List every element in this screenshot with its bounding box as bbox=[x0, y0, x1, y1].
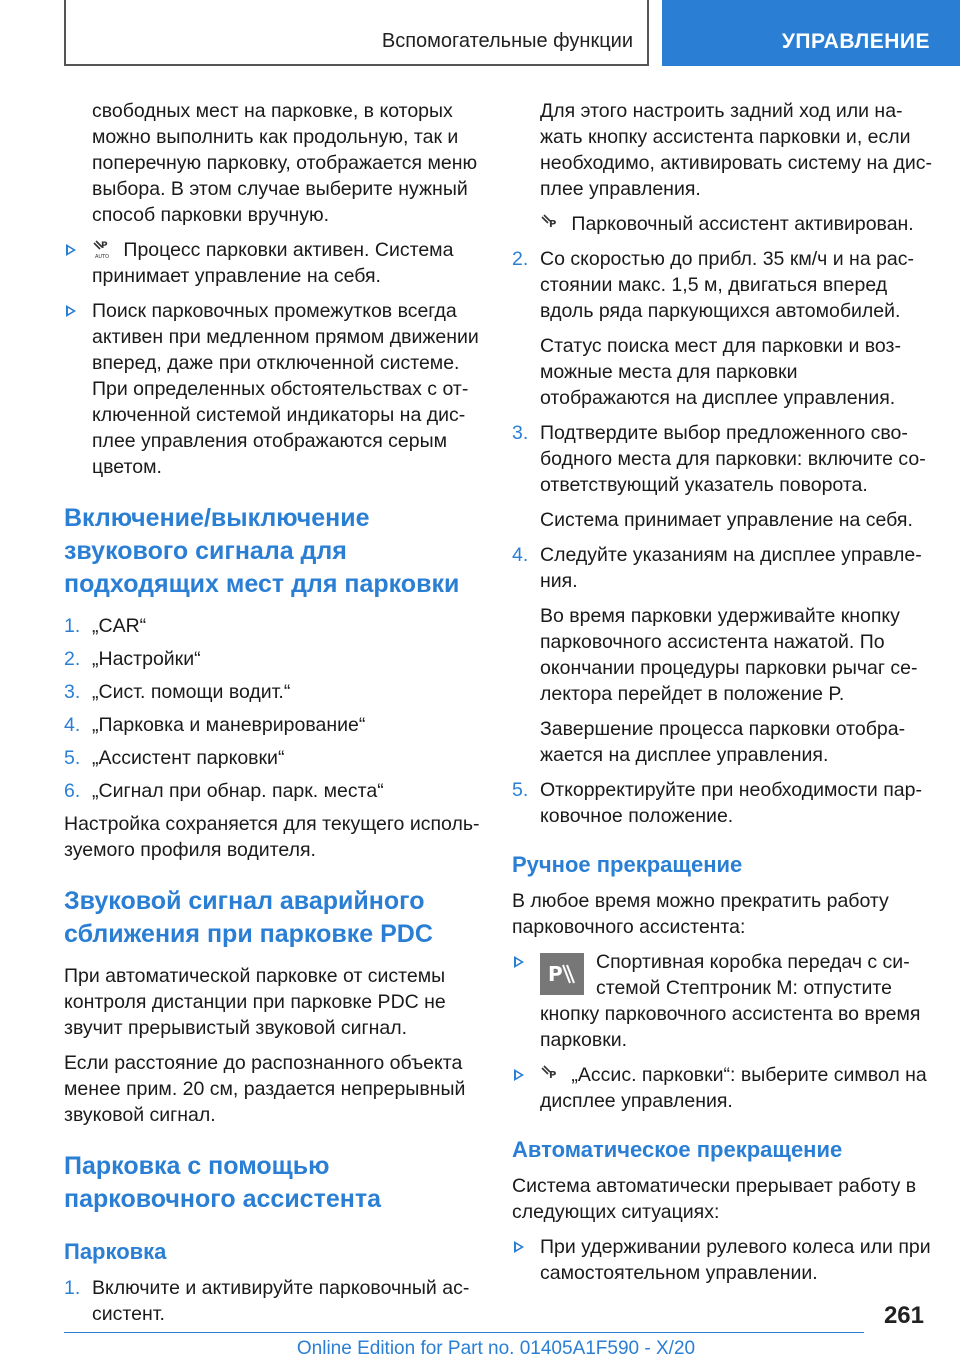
step-text: „Настройки“ bbox=[92, 648, 201, 670]
status-paragraph bbox=[512, 211, 932, 237]
parking-assistant-auto-icon bbox=[92, 239, 112, 259]
step-number: 4. bbox=[512, 544, 529, 566]
header-section-title: Вспомогательные функции bbox=[381, 30, 633, 52]
parking-assistant-button-icon bbox=[540, 953, 584, 995]
list-item bbox=[512, 542, 932, 594]
list-item bbox=[64, 237, 484, 289]
section-heading: Включение/выключение звукового сигнала для подходящих мест для парковки bbox=[64, 504, 460, 598]
step-number: 6. bbox=[64, 780, 81, 802]
list-item bbox=[64, 778, 484, 804]
step-number: 5. bbox=[64, 747, 81, 769]
parking-assistant-icon bbox=[540, 1064, 560, 1084]
list-item bbox=[64, 646, 484, 672]
section-heading: Парковка с помощью парковочного ассистента bbox=[64, 1152, 381, 1213]
body-paragraph: Система автоматически прерывает работу в следующих ситуациях: bbox=[512, 1175, 917, 1223]
step-number: 5. bbox=[512, 779, 529, 801]
status-text: Парковочный ассистент активирован. bbox=[571, 213, 914, 235]
list-item bbox=[512, 777, 932, 829]
step-number: 4. bbox=[64, 714, 81, 736]
triangle-bullet-icon bbox=[66, 305, 76, 317]
list-item bbox=[512, 1234, 932, 1286]
step-text: Откорректируйте при необходимости парковочное положение. bbox=[540, 779, 922, 827]
step-subparagraph: Статус поиска мест для парковки и возможные места для парковки отображаются на дисплее управления. bbox=[540, 335, 901, 409]
step-text: „CAR“ bbox=[92, 615, 147, 637]
svg-text:P: P bbox=[549, 1070, 557, 1081]
list-item bbox=[64, 679, 484, 705]
triangle-bullet-icon bbox=[514, 956, 524, 968]
bullet-text: Поиск парковочных промежутков всегда активен при медленном прямом движении вперед, даже при отключенной системе. При определенных обстоятельствах с отключенной системой индикаторы на дисплее управления отображаются серым цветом. bbox=[92, 300, 479, 478]
step-text: Включите и активируйте парковочный ассистент. bbox=[92, 1277, 470, 1325]
footer-divider bbox=[64, 1332, 864, 1333]
step-number: 1. bbox=[64, 1277, 81, 1299]
list-item bbox=[64, 1275, 484, 1327]
list-item bbox=[512, 420, 932, 498]
step-text: „Парковка и маневрирование“ bbox=[92, 714, 366, 736]
edition-link[interactable]: Online Edition for Part no. 01405A1F590 - X/20 bbox=[296, 1338, 696, 1359]
subsection-heading: Автоматическое прекращение bbox=[512, 1137, 843, 1162]
svg-text:AUTO: AUTO bbox=[95, 254, 110, 259]
svg-text:P: P bbox=[548, 962, 563, 986]
step-text: Следуйте указаниям на дисплее управления. bbox=[540, 544, 922, 592]
list-item bbox=[512, 246, 932, 324]
step-number: 2. bbox=[64, 648, 81, 670]
step-text: „Сигнал при обнар. парк. места“ bbox=[92, 780, 384, 802]
header-chapter-tab[interactable] bbox=[662, 0, 960, 66]
page-number: 261 bbox=[883, 1302, 924, 1329]
list-item bbox=[64, 745, 484, 771]
bullet-text: Процесс парковки активен. Система принимает управление на себя. bbox=[92, 239, 454, 287]
step-number: 3. bbox=[512, 422, 529, 444]
step-text: Подтвердите выбор предложенного свободного места для парковки: включите соответствующий указатель поворота. bbox=[540, 422, 926, 496]
list-item bbox=[64, 298, 484, 480]
step-number: 2. bbox=[512, 248, 529, 270]
section-heading: Звуковой сигнал аварийного сближения при парковке PDC bbox=[64, 887, 433, 948]
bullet-text: „Ассис. парковки“: выберите символ на дисплее управления. bbox=[540, 1064, 927, 1112]
list-item bbox=[512, 949, 932, 1053]
triangle-bullet-icon bbox=[66, 244, 76, 256]
svg-text:P: P bbox=[549, 219, 557, 230]
body-paragraph: В любое время можно прекратить работу парковочного ассистента: bbox=[512, 890, 889, 938]
header-section-box bbox=[64, 0, 649, 66]
bullet-text: Спортивная коробка передач с системой Стептроник M: отпустите кнопку парковочного ассистента во время парковки. bbox=[540, 951, 921, 1051]
bullet-text: При удерживании рулевого колеса или при самостоятельном управлении. bbox=[540, 1236, 931, 1284]
step-text: „Ассистент парковки“ bbox=[92, 747, 285, 769]
triangle-bullet-icon bbox=[514, 1069, 524, 1081]
svg-text:P: P bbox=[101, 241, 108, 251]
subsection-heading: Парковка bbox=[64, 1239, 167, 1264]
body-paragraph: Для этого настроить задний ход или нажать кнопку ассистента парковки и, если необходимо, активировать систему на дисплее управления. bbox=[540, 100, 933, 200]
step-number: 1. bbox=[64, 615, 81, 637]
subsection-heading: Ручное прекращение bbox=[512, 852, 743, 877]
list-item bbox=[512, 1062, 932, 1114]
list-item bbox=[64, 613, 484, 639]
body-paragraph: При автоматической парковке от системы контроля дистанции при парковке PDC не звучит прерывистый звуковой сигнал. bbox=[64, 965, 446, 1039]
left-column bbox=[64, 98, 484, 1336]
list-item bbox=[64, 712, 484, 738]
header-chapter-title: УПРАВЛЕНИЕ bbox=[781, 30, 930, 53]
step-text: „Сист. помощи водит.“ bbox=[92, 681, 291, 703]
step-text: Со скоростью до прибл. 35 км/ч и на расстоянии макс. 1,5 м, двигаться вперед вдоль ряда паркующихся автомобилей. bbox=[540, 248, 915, 322]
step-number: 3. bbox=[64, 681, 81, 703]
intro-paragraph: свободных мест на парковке, в которых можно выполнить как продольную, так и поперечную парковку, отображается меню выбора. В этом случае выберите нужный способ парковки вручную. bbox=[92, 100, 478, 226]
step-subparagraph: Система принимает управление на себя. bbox=[540, 509, 913, 531]
right-column bbox=[512, 98, 932, 1295]
step-subparagraph: Завершение процесса парковки отображается на дисплее управления. bbox=[540, 718, 906, 766]
step-subparagraph: Во время парковки удерживайте кнопку парковочного ассистента нажатой. По окончании процедуры парковки рычаг селектора перейдет в положение P. bbox=[540, 605, 918, 705]
triangle-bullet-icon bbox=[514, 1241, 524, 1253]
parking-assistant-icon bbox=[540, 213, 560, 233]
body-paragraph: Если расстояние до распознанного объекта менее прим. 20 см, раздается непрерывный звуковой сигнал. bbox=[64, 1052, 466, 1126]
note-paragraph: Настройка сохраняется для текущего используемого профиля водителя. bbox=[64, 813, 480, 861]
